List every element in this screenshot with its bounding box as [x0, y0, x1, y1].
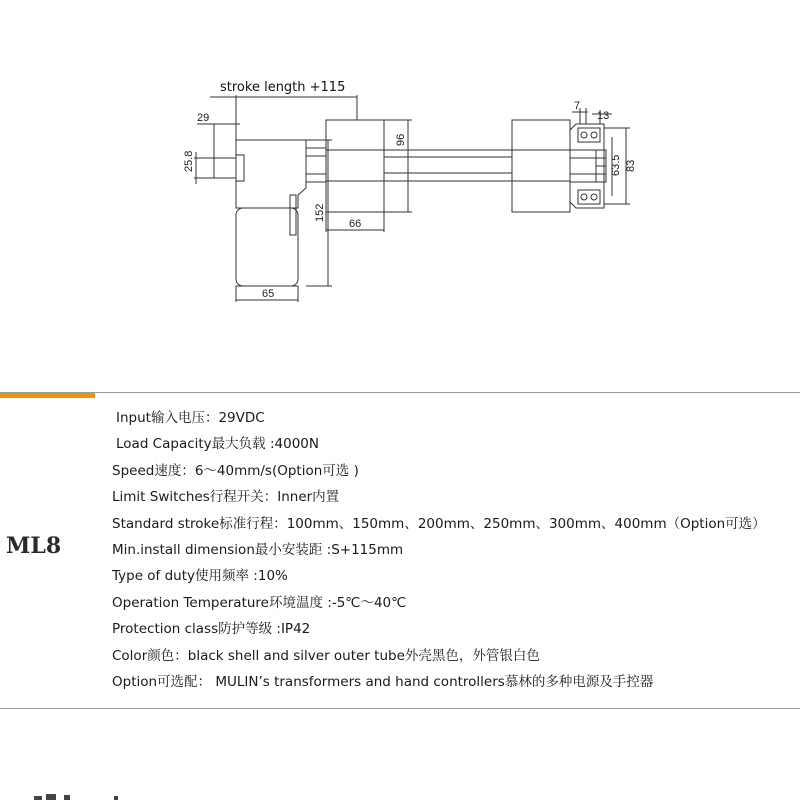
accent-bar	[0, 393, 95, 398]
cropped-next-section-marks	[34, 792, 154, 800]
spec-color: Color颜色：black shell and silver outer tube外壳黑色，外管银白色	[112, 647, 540, 664]
technical-drawing	[0, 0, 800, 330]
spec-list	[112, 405, 766, 695]
spec-min-install-dimension: Min.install dimension最小安装距 :S+115mm	[112, 542, 404, 559]
section-divider-bottom	[0, 708, 800, 709]
spec-input-voltage: Input输入电压：29VDC	[116, 410, 265, 426]
dim-66: 66	[349, 218, 362, 230]
spec-options: Option可选配： MULIN’s transformers and hand controllers慕林的多种电源及手控器	[112, 674, 654, 691]
dim-96: 96	[395, 133, 407, 146]
dim-29: 29	[197, 112, 210, 124]
model-name: ML8	[6, 533, 62, 559]
spec-protection-class: Protection class防护等级 :IP42	[112, 621, 311, 638]
spec-limit-switches: Limit Switches行程开关：Inner内置	[112, 489, 340, 506]
dim-63-5: 63.5	[610, 154, 622, 176]
dim-13: 13	[597, 110, 610, 122]
spec-operation-temperature: Operation Temperature环境温度 :-5℃～40℃	[112, 594, 407, 611]
spec-speed: Speed速度：6～40mm/s(Option可选 )	[112, 462, 359, 479]
stroke-length-label: stroke length +115	[220, 80, 346, 95]
dim-65: 65	[262, 288, 275, 300]
dim-25-8: 25.8	[183, 150, 195, 172]
spec-standard-stroke: Standard stroke标准行程：100mm、150mm、200mm、250mm、300mm、400mm（Option可选）	[112, 515, 766, 532]
spec-duty-type: Type of duty使用频率 :10%	[112, 568, 288, 585]
section-divider-top	[0, 392, 800, 393]
dim-83: 83	[625, 159, 637, 172]
dim-152: 152	[314, 203, 326, 222]
dim-7: 7	[574, 100, 581, 112]
spec-load-capacity: Load Capacity最大负载 :4000N	[116, 436, 319, 453]
